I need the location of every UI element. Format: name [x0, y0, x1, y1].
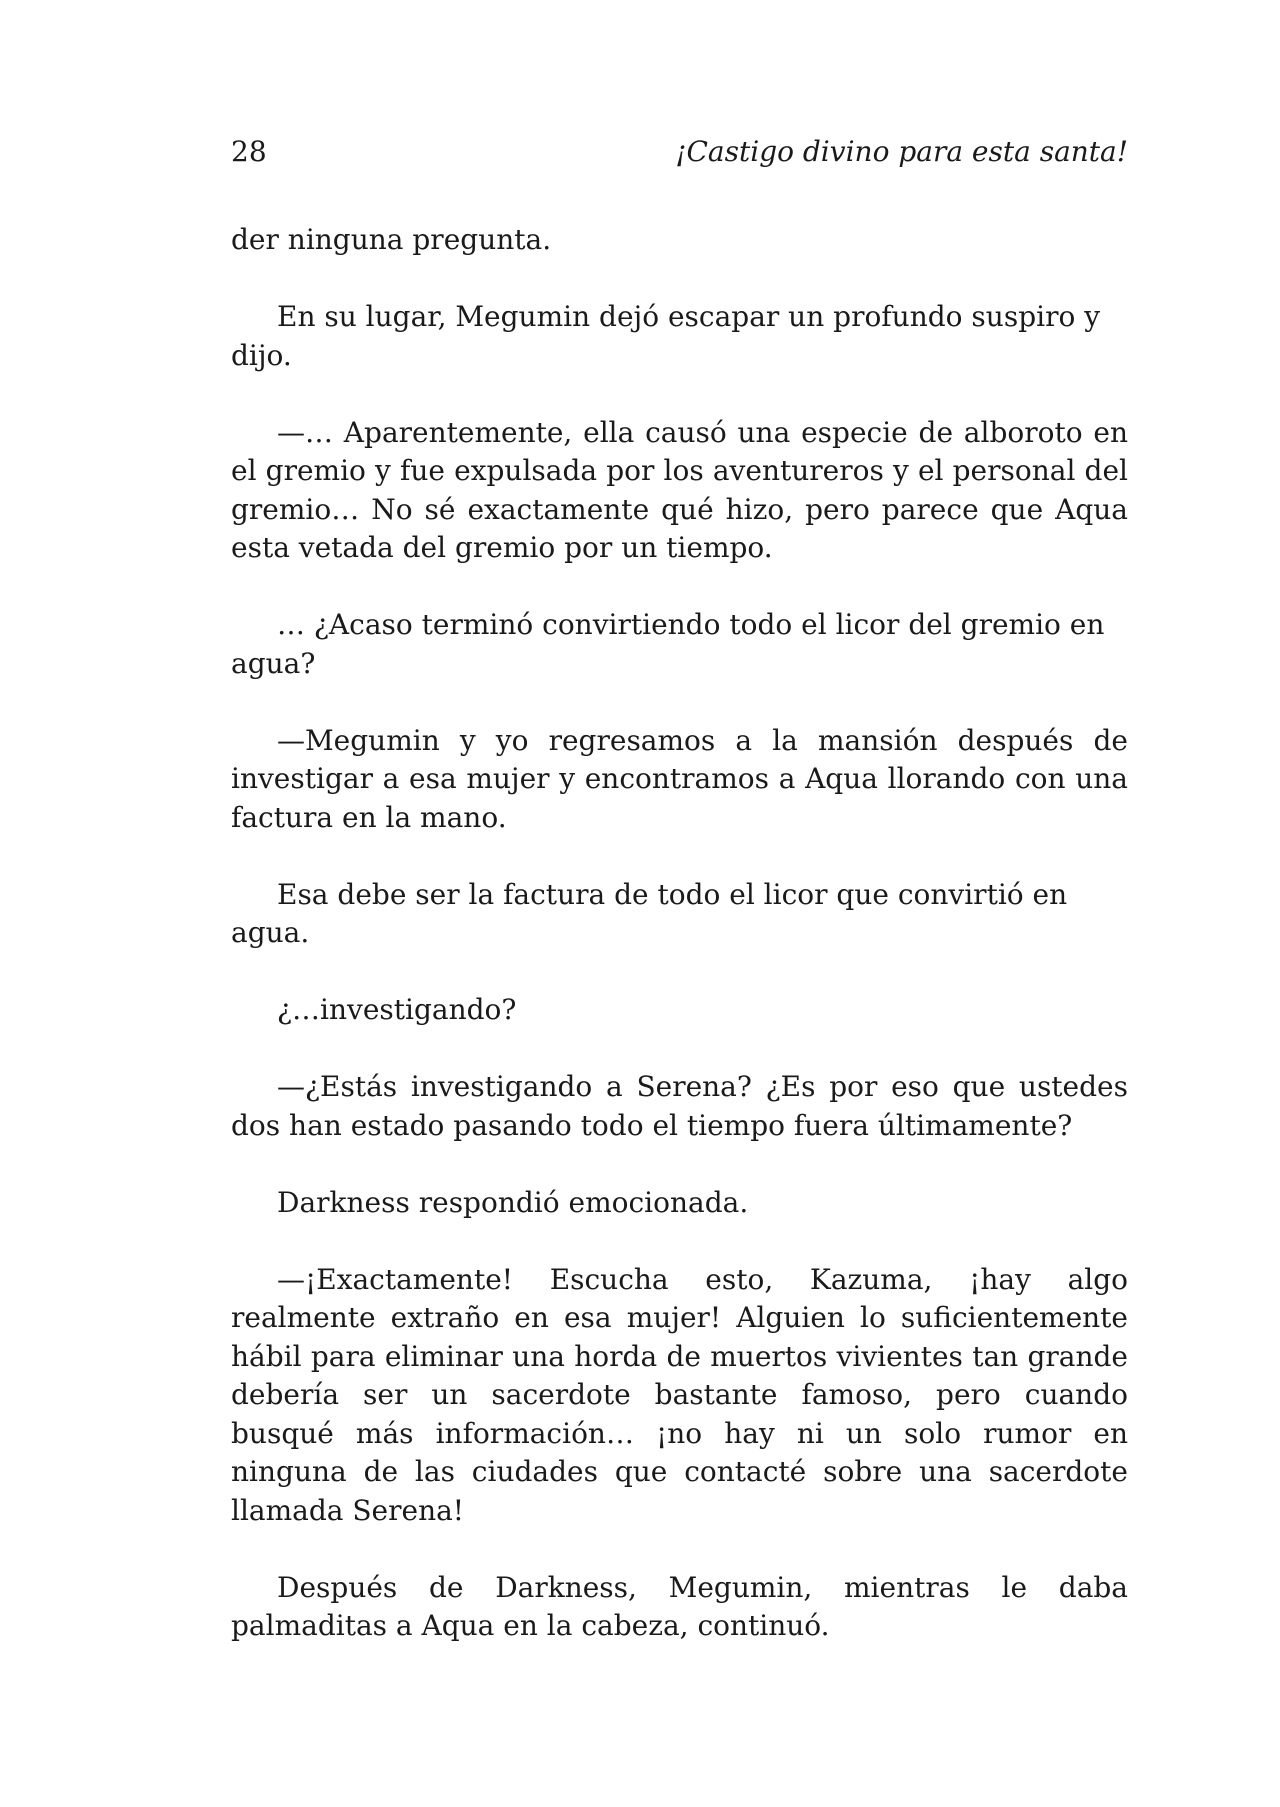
- book-title: ¡Castigo divino para esta santa!: [675, 135, 1128, 168]
- paragraph: —Megumin y yo regresamos a la mansión después de investigar a esa mujer y encontramos a Aqua llorando con una factura en la mano.: [231, 723, 1128, 834]
- paragraph: der ninguna pregunta.: [231, 223, 552, 256]
- paragraph: ¿…investigando?: [277, 993, 517, 1026]
- paragraph: En su lugar, Megumin dejó escapar un profundo suspiro y dijo.: [231, 300, 1101, 372]
- paragraph: Darkness respondió emocionada.: [277, 1185, 749, 1219]
- body-text: [231, 221, 1128, 1684]
- running-header: [231, 132, 1128, 172]
- paragraph: —… Aparentemente, ella causó una especie de alboroto en el gremio y fue expulsada por los aventureros y el personal del gremio… No sé exactamente qué hizo, pero parece que Aqua esta vetada del gremio por un tiempo.: [231, 415, 1128, 564]
- paragraph: Esa debe ser la factura de todo el licor que convirtió en agua.: [231, 877, 1068, 949]
- paragraph: … ¿Acaso terminó convirtiendo todo el licor del gremio en agua?: [231, 608, 1105, 680]
- page-number: 28: [231, 135, 267, 168]
- paragraph: Después de Darkness, Megumin, mientras le daba palmaditas a Aqua en la cabeza, continuó.: [231, 1570, 1128, 1642]
- paragraph: —¡Exactamente! Escucha esto, Kazuma, ¡hay algo realmente extraño en esa mujer! Alguien lo suficientemente hábil para eliminar una horda de muertos vivientes tan grande debería ser un sacerdote bastante famoso, pero cuando busqué más información… ¡no hay ni un solo rumor en ninguna de las ciudades que contacté sobre una sacerdote llamada Serena!: [231, 1262, 1128, 1527]
- paragraph: —¿Estás investigando a Serena? ¿Es por eso que ustedes dos han estado pasando todo el tiempo fuera últimamente?: [231, 1070, 1128, 1142]
